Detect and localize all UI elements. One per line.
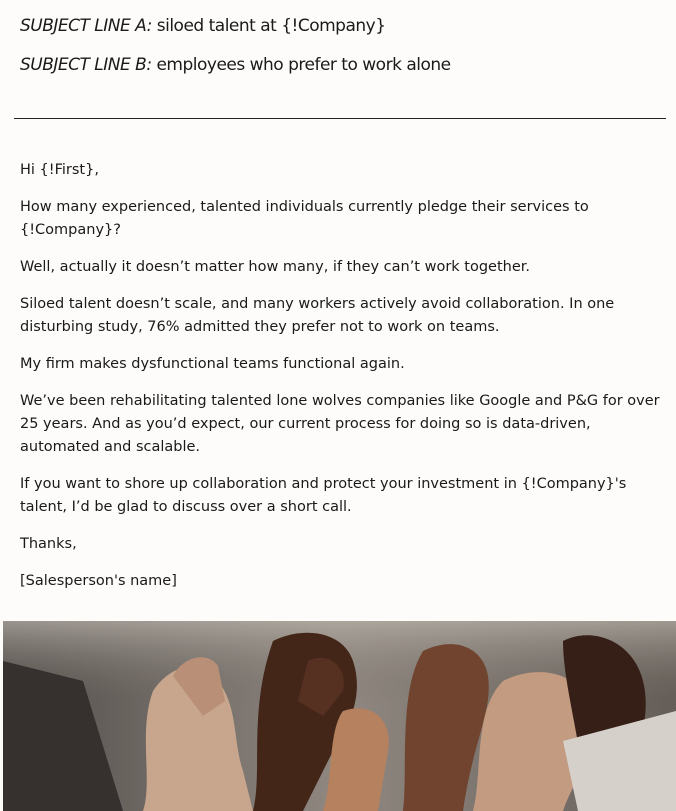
email-body (20, 159, 660, 607)
subject-line-b-text: employees who prefer to work alone (156, 55, 451, 75)
subject-line-a (20, 13, 664, 39)
email-closing: Thanks, (20, 536, 77, 552)
divider (14, 118, 666, 119)
subject-lines (20, 13, 664, 78)
email-paragraph: How many experienced, talented individuals currently pledge their services to {!Company}? (20, 199, 589, 238)
subject-line-b-label: SUBJECT LINE B: (20, 55, 152, 75)
email-paragraph: If you want to shore up collaboration and protect your investment in {!Company}'s talent, I’d be glad to discuss over a short call. (20, 476, 627, 515)
email-paragraph: Well, actually it doesn’t matter how many, if they can’t work together. (20, 259, 531, 275)
teamwork-hands-photo (3, 621, 676, 811)
email-paragraph: My firm makes dysfunctional teams functional again. (20, 356, 405, 372)
email-paragraph: We’ve been rehabilitating talented lone wolves companies like Google and P&G for over 25 years. And as you’d expect, our current process for doing so is data-driven, automated and scalable. (20, 393, 660, 455)
subject-line-a-label: SUBJECT LINE A: (20, 16, 152, 36)
email-paragraph: Siloed talent doesn’t scale, and many workers actively avoid collaboration. In one disturbing study, 76% admitted they prefer not to work on teams. (20, 296, 615, 335)
email-greeting: Hi {!First}, (20, 162, 99, 178)
email-signature: [Salesperson's name] (20, 573, 177, 589)
hands-illustration (3, 621, 676, 811)
subject-line-b (20, 52, 664, 78)
subject-line-a-text: siloed talent at {!Company} (156, 16, 386, 36)
